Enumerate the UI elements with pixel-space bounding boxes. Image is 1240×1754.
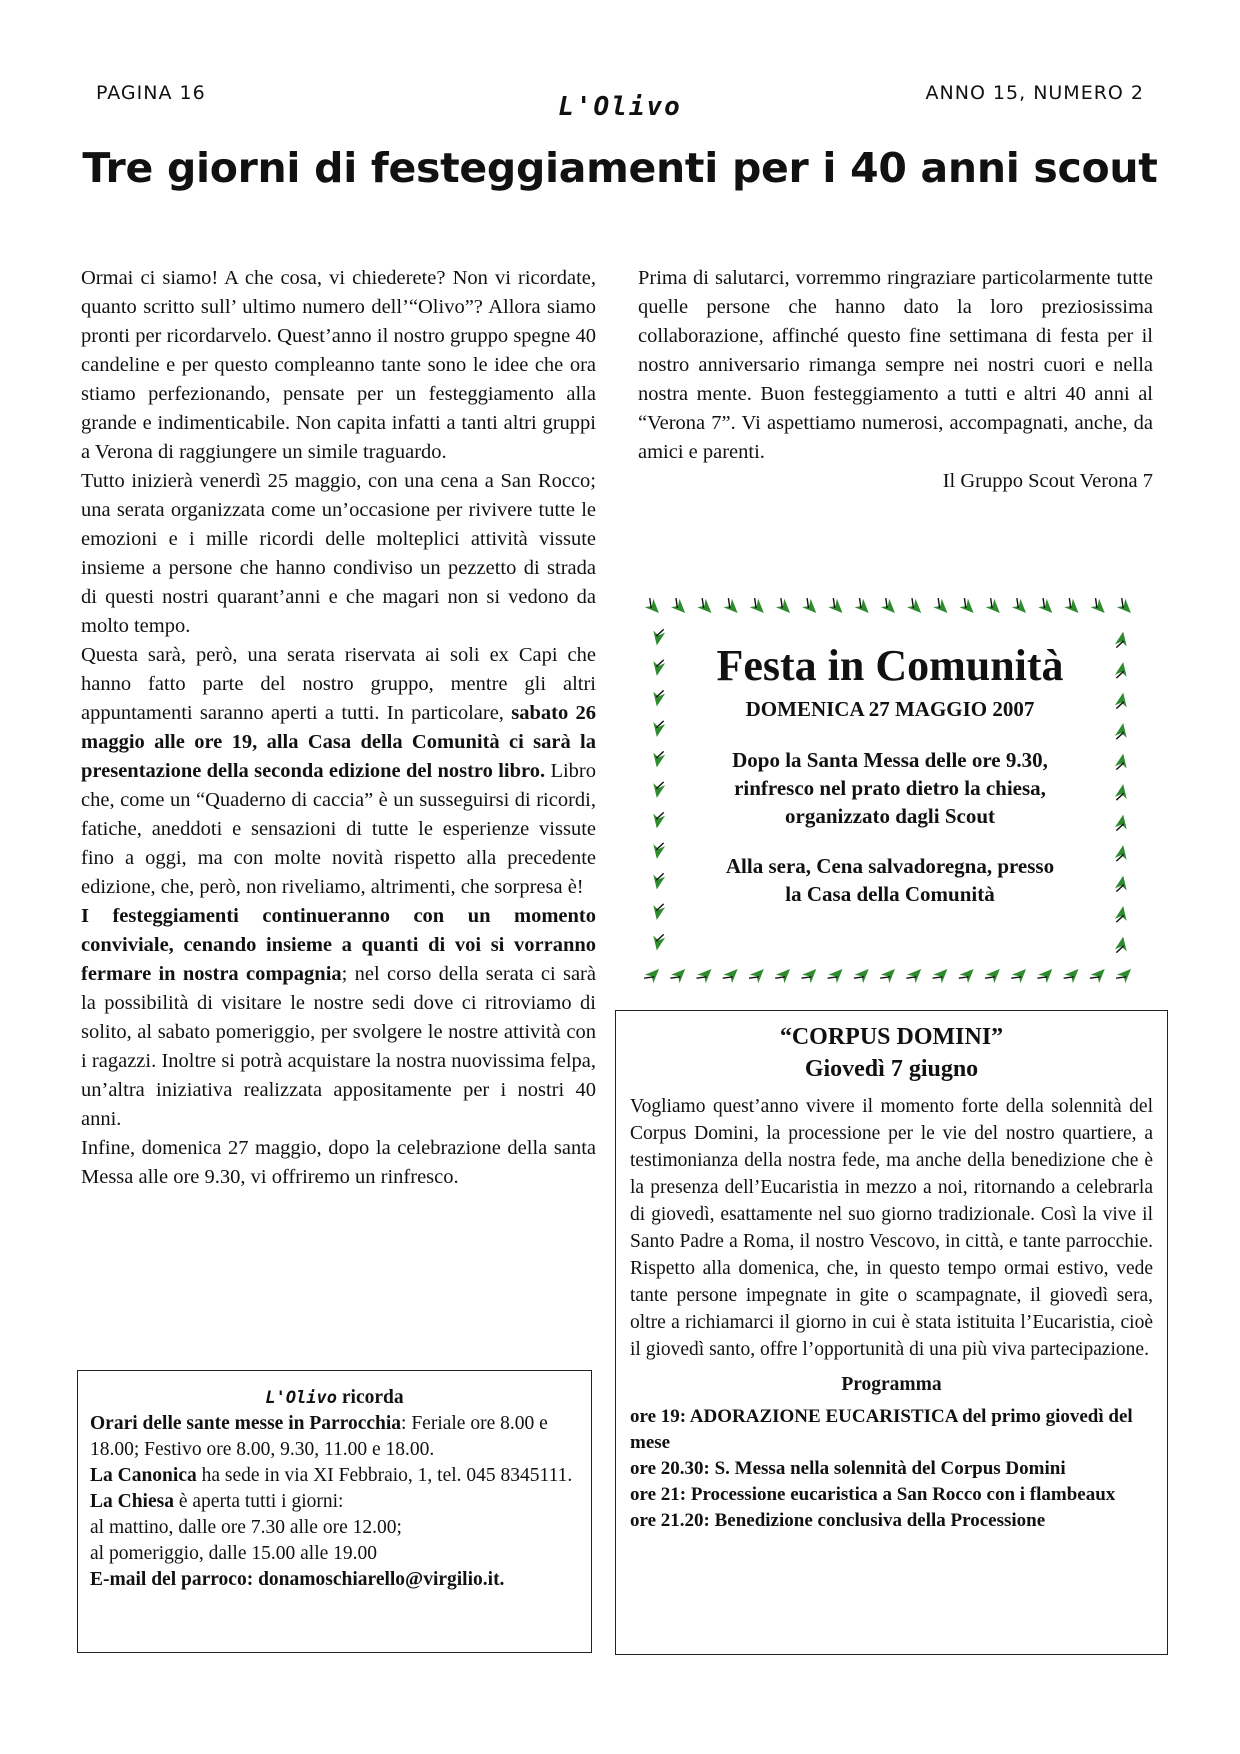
- leaf-arrow-icon: [651, 841, 666, 860]
- leaf-arrow-icon: [1114, 783, 1129, 802]
- leaf-arrow-icon: [931, 965, 952, 986]
- leaf-arrow-icon: [669, 597, 690, 618]
- leaf-arrow-icon: [1114, 692, 1129, 711]
- leaf-arrow-icon: [826, 597, 847, 618]
- leaf-arrow-icon: [774, 597, 795, 618]
- leaf-arrow-icon: [1114, 875, 1129, 894]
- leaf-arrow-icon: [1114, 722, 1129, 741]
- article-paragraph: [81, 641, 596, 902]
- leaf-arrow-icon: [651, 902, 666, 921]
- program-item: ore 21: Processione eucaristica a San Rocco con i flambeaux: [630, 1484, 1116, 1505]
- leaf-arrow-icon: [651, 689, 666, 708]
- article-paragraph: Tutto inizierà venerdì 25 maggio, con una cena a San Rocco; una serata organizzata come un’occasione per rivivere tutte le emozioni e i mille ricordi delle molteplici attività vissute insieme a persone che hanno condiviso un pezzetto di strada di questi nostri quarant’anni e che magari non si vedono da molto tempo.: [81, 470, 596, 637]
- info-text: : Feriale ore 8.00 e 18.00; Festivo ore 8.00, 9.30, 11.00 e 18.00.: [90, 1413, 548, 1460]
- leaf-arrow-icon: [905, 965, 926, 986]
- article-paragraph: Prima di salutarci, vorremmo ringraziare particolarmente tutte quelle persone che hanno dato la loro preziosissima collaborazione, affinché questo fine settimana di festa per il nostro anniversario rimanga sempre nei nostri cuori e nella nostra mente. Buon festeggiamento a tutti e altri 40 anni al “Verona 7”. Vi aspettiamo numerosi, accompagnati, anche, da amici e parenti.: [638, 267, 1153, 463]
- leaf-arrow-icon: [931, 597, 952, 618]
- leaf-arrow-icon: [800, 597, 821, 618]
- leaf-arrow-icon: [643, 597, 664, 618]
- info-text: è aperta tutti i giorni:: [173, 1491, 344, 1512]
- corpus-text: Vogliamo quest’anno vivere il momento forte della solennità del Corpus Domini, la processione per le vie del nostro quartiere, a testimonianza della nostra fede, ma anche della benedizione che è la presenza dell’Eucaristia in mezzo a noi, ritornando a celebrarla di giovedì, esattamente nel suo giorno tradizionale. Così la vive il Santo Padre a Roma, il nostro Vescovo, in città, e tante parrocchie. Rispetto alla domenica, che, in questo tempo ormai estivo, vede tante persone impegnate in gite o scampagnate, il giovedì sera, oltre a richiamarci il giorno in cui è stata istituita l’Eucaristia, cioè il giovedì santo, offre l’opportunità di una più viva partecipazione.: [630, 1096, 1153, 1360]
- leaf-arrow-icon: [1062, 597, 1083, 618]
- leaf-arrow-icon: [1114, 905, 1129, 924]
- leaf-arrow-icon: [669, 965, 690, 986]
- email-text: E-mail del parroco: donamoschiarello@virgilio.it.: [90, 1569, 505, 1590]
- leaf-arrow-icon: [695, 965, 716, 986]
- info-text: ha sede in via XI Febbraio, 1, tel. 045 8345111.: [196, 1465, 573, 1486]
- olivo-box-heading: [90, 1385, 579, 1411]
- leaf-arrow-icon: [1115, 597, 1136, 618]
- leaf-arrow-icon: [1010, 597, 1031, 618]
- festa-line: Alla sera, Cena salvadoregna, presso: [725, 854, 1055, 878]
- festa-line: Dopo la Santa Messa delle ore 9.30,: [732, 748, 1048, 772]
- leaf-arrow-icon: [1114, 753, 1129, 772]
- leaf-arrow-icon: [957, 597, 978, 618]
- leaf-arrow-icon: [1088, 965, 1109, 986]
- leaf-arrow-icon: [651, 872, 666, 891]
- leaf-arrow-icon: [651, 719, 666, 738]
- paragraph-text: Libro che, come un “Quaderno di caccia” è un susseguirsi di ricordi, fatiche, aneddoti e sensazioni di tutte le esperienze vissute fino a oggi, ma con molte novità rispetto alla precedente edizione, che, però, non riveliamo, altrimenti, che sorpresa è!: [81, 760, 596, 898]
- festa-line: la Casa della Comunità: [785, 882, 995, 906]
- leaf-arrow-icon: [1114, 661, 1129, 680]
- festa-line: rinfresco nel prato dietro la chiesa,: [734, 776, 1046, 800]
- leaf-arrow-icon: [852, 597, 873, 618]
- leaf-arrow-icon: [651, 658, 666, 677]
- corpus-title: “CORPUS DOMINI”: [779, 1024, 1004, 1050]
- leaf-arrow-icon: [748, 597, 769, 618]
- article-column-right: [638, 264, 1153, 496]
- leaf-arrow-icon: [879, 597, 900, 618]
- olivo-ricorda-box: [77, 1370, 592, 1653]
- info-label: La Canonica: [90, 1465, 197, 1486]
- leaf-arrow-icon: [1062, 965, 1083, 986]
- leaf-arrow-icon: [695, 597, 716, 618]
- highlight-text: I festeggiamenti continueranno con un momento conviviale, cenando insieme a quanti di voi si vorranno fermare in nostra compagnia: [81, 905, 596, 985]
- leaf-arrow-icon: [721, 965, 742, 986]
- leaf-arrow-icon: [643, 965, 664, 986]
- leaf-arrow-icon: [651, 750, 666, 769]
- leaf-arrow-icon: [826, 965, 847, 986]
- page-number: PAGINA 16: [96, 82, 206, 104]
- paragraph-text: Questa sarà, però, una serata riservata ai soli ex Capi che hanno fatto parte del nostro gruppo, mentre gli altri appuntamenti saranno aperti a tutti. In particolare,: [81, 644, 596, 724]
- festa-line: organizzato dagli Scout: [785, 804, 995, 828]
- leaf-arrow-icon: [651, 628, 666, 647]
- leaf-arrow-icon: [879, 965, 900, 986]
- corpus-domini-box: [615, 1010, 1168, 1655]
- article-title: Tre giorni di festeggiamenti per i 40 anni scout: [82, 144, 1158, 192]
- leaf-arrow-icon: [957, 965, 978, 986]
- program-heading: Programma: [841, 1374, 942, 1395]
- leaf-arrow-icon: [721, 597, 742, 618]
- leaf-arrow-icon: [984, 597, 1005, 618]
- leaf-arrow-icon: [1114, 936, 1129, 955]
- article-paragraph: Ormai ci siamo! A che cosa, vi chiederete? Non vi ricordate, quanto scritto sull’ ultimo numero dell’“Olivo”? Allora siamo pronti per ricordarvelo. Quest’anno il nostro gruppo spegne 40 candeline e per questo compleanno tante sono le idee che ora stiamo perfezionando, pensate per un festeggiamento alla grande e indimenticabile. Non capita infatti a tanti altri gruppi a Verona di raggiungere un simile traguardo.: [81, 267, 596, 463]
- article-signature: Il Gruppo Scout Verona 7: [942, 470, 1153, 492]
- highlight-text: sabato 26 maggio alle ore 19, alla Casa della Comunità ci sarà la presentazione della seconda edizione del nostro libro.: [81, 702, 596, 782]
- festa-content: [692, 638, 1088, 908]
- info-label: Orari delle sante messe in Parrocchia: [90, 1413, 402, 1434]
- masthead-inline: L'Olivo: [265, 1388, 338, 1408]
- leaf-arrow-icon: [1036, 597, 1057, 618]
- afternoon-hours: al pomeriggio, dalle 15.00 alle 19.00: [90, 1543, 378, 1564]
- leaf-arrow-icon: [1115, 965, 1136, 986]
- issue-number: ANNO 15, NUMERO 2: [925, 82, 1144, 104]
- email-line: [90, 1567, 579, 1593]
- leaf-arrow-icon: [1036, 965, 1057, 986]
- leaf-arrow-icon: [651, 933, 666, 952]
- masthead-logo: L'Olivo: [558, 92, 682, 122]
- leaf-arrow-icon: [1114, 844, 1129, 863]
- corpus-date: Giovedì 7 giugno: [804, 1056, 979, 1082]
- program-item: ore 20.30: S. Messa nella solennità del Corpus Domini: [630, 1458, 1066, 1479]
- program-item: ore 21.20: Benedizione conclusiva della Processione: [630, 1510, 1046, 1531]
- morning-hours: al mattino, dalle ore 7.30 alle ore 12.00;: [90, 1517, 402, 1538]
- program-item: ore 19: ADORAZIONE EUCARISTICA del primo giovedì del mese: [630, 1406, 1133, 1453]
- festa-announcement-box: [632, 594, 1148, 988]
- leaf-arrow-icon: [852, 965, 873, 986]
- leaf-arrow-icon: [1088, 597, 1109, 618]
- leaf-arrow-icon: [651, 811, 666, 830]
- heading-text: ricorda: [337, 1387, 404, 1408]
- article-paragraph: [81, 902, 596, 1134]
- leaf-arrow-icon: [1114, 631, 1129, 650]
- festa-title: Festa in Comunità: [716, 641, 1064, 690]
- chiesa-info: [90, 1489, 579, 1515]
- festa-date: DOMENICA 27 MAGGIO 2007: [745, 697, 1035, 721]
- paragraph-text: ; nel corso della serata ci sarà la possibilità di visitare le nostre sedi dove ci ritroviamo di solito, al sabato pomeriggio, per svolgere le nostre attività con i ragazzi. Inoltre si potrà acquistare la nostra nuovissima felpa, un’altra iniziativa realizzata appositamente per i nostri 40 anni.: [81, 963, 596, 1130]
- leaf-arrow-icon: [748, 965, 769, 986]
- leaf-arrow-icon: [1114, 814, 1129, 833]
- leaf-arrow-icon: [1010, 965, 1031, 986]
- leaf-arrow-icon: [800, 965, 821, 986]
- leaf-arrow-icon: [905, 597, 926, 618]
- leaf-arrow-icon: [774, 965, 795, 986]
- article-column-left: [81, 264, 596, 1354]
- canonica-info: [90, 1463, 579, 1489]
- article-paragraph: Infine, domenica 27 maggio, dopo la celebrazione della santa Messa alle ore 9.30, vi offriremo un rinfresco.: [81, 1137, 596, 1188]
- leaf-arrow-icon: [651, 780, 666, 799]
- mass-times: [90, 1411, 579, 1463]
- info-label: La Chiesa: [90, 1491, 174, 1512]
- leaf-arrow-icon: [984, 965, 1005, 986]
